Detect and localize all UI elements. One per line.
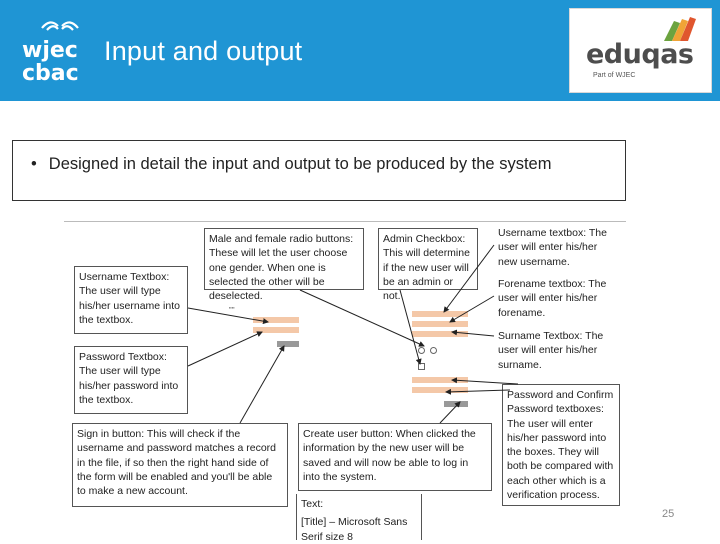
annotation-forename: Forename textbox: The user will enter his/her forename. bbox=[494, 274, 616, 322]
eduqas-logo-text: eduqas bbox=[586, 39, 694, 70]
slide-number: 25 bbox=[662, 508, 675, 520]
eduqas-logo-subtext: Part of WJEC bbox=[593, 72, 636, 79]
annotation-password-confirm: Password and Confirm Password textboxes: The user will enter his/her password into the boxes. They will both be compared with each other which is a verification process. bbox=[502, 384, 620, 506]
annotation-sign-in-button: Sign in button: This will check if the username and password matches a record in the file, if so then the right hand side of the form will be enabled and you'll be able to make a new account. bbox=[72, 423, 288, 507]
mock-label: ▪▪▪▪ bbox=[229, 305, 235, 310]
text-note-body: [Title] – Microsoft Sans Serif size 8 bbox=[301, 516, 408, 543]
wjec-logo-text: wjec bbox=[22, 38, 78, 63]
annotation-create-user-button: Create user button: When clicked the information by the new user will be saved and will now be able to log in into the system. bbox=[298, 423, 492, 491]
annotation-username-left: Username Textbox: The user will type his/her username into the textbox. bbox=[74, 266, 188, 334]
annotation-username-right: Username textbox: The user will enter his/her new username. bbox=[494, 223, 616, 272]
annotation-password: Password Textbox: The user will type his/her password into the textbox. bbox=[74, 346, 188, 414]
cbac-logo-text: cbac bbox=[22, 61, 79, 84]
page-title: Input and output bbox=[104, 36, 303, 66]
annotation-surname: Surname Textbox: The user will enter his/her surname. bbox=[494, 326, 616, 374]
bullet-icon: • bbox=[31, 155, 37, 173]
annotation-radio-buttons: Male and female radio buttons: These will let the user choose one gender. When one is selected the other will be deselected. bbox=[204, 228, 364, 290]
annotation-admin-checkbox: Admin Checkbox: This will determine if the new user will be an admin or not. bbox=[378, 228, 478, 290]
bullet-text: Designed in detail the input and output to be produced by the system bbox=[48, 155, 552, 173]
text-note-title: Text: bbox=[301, 498, 324, 510]
